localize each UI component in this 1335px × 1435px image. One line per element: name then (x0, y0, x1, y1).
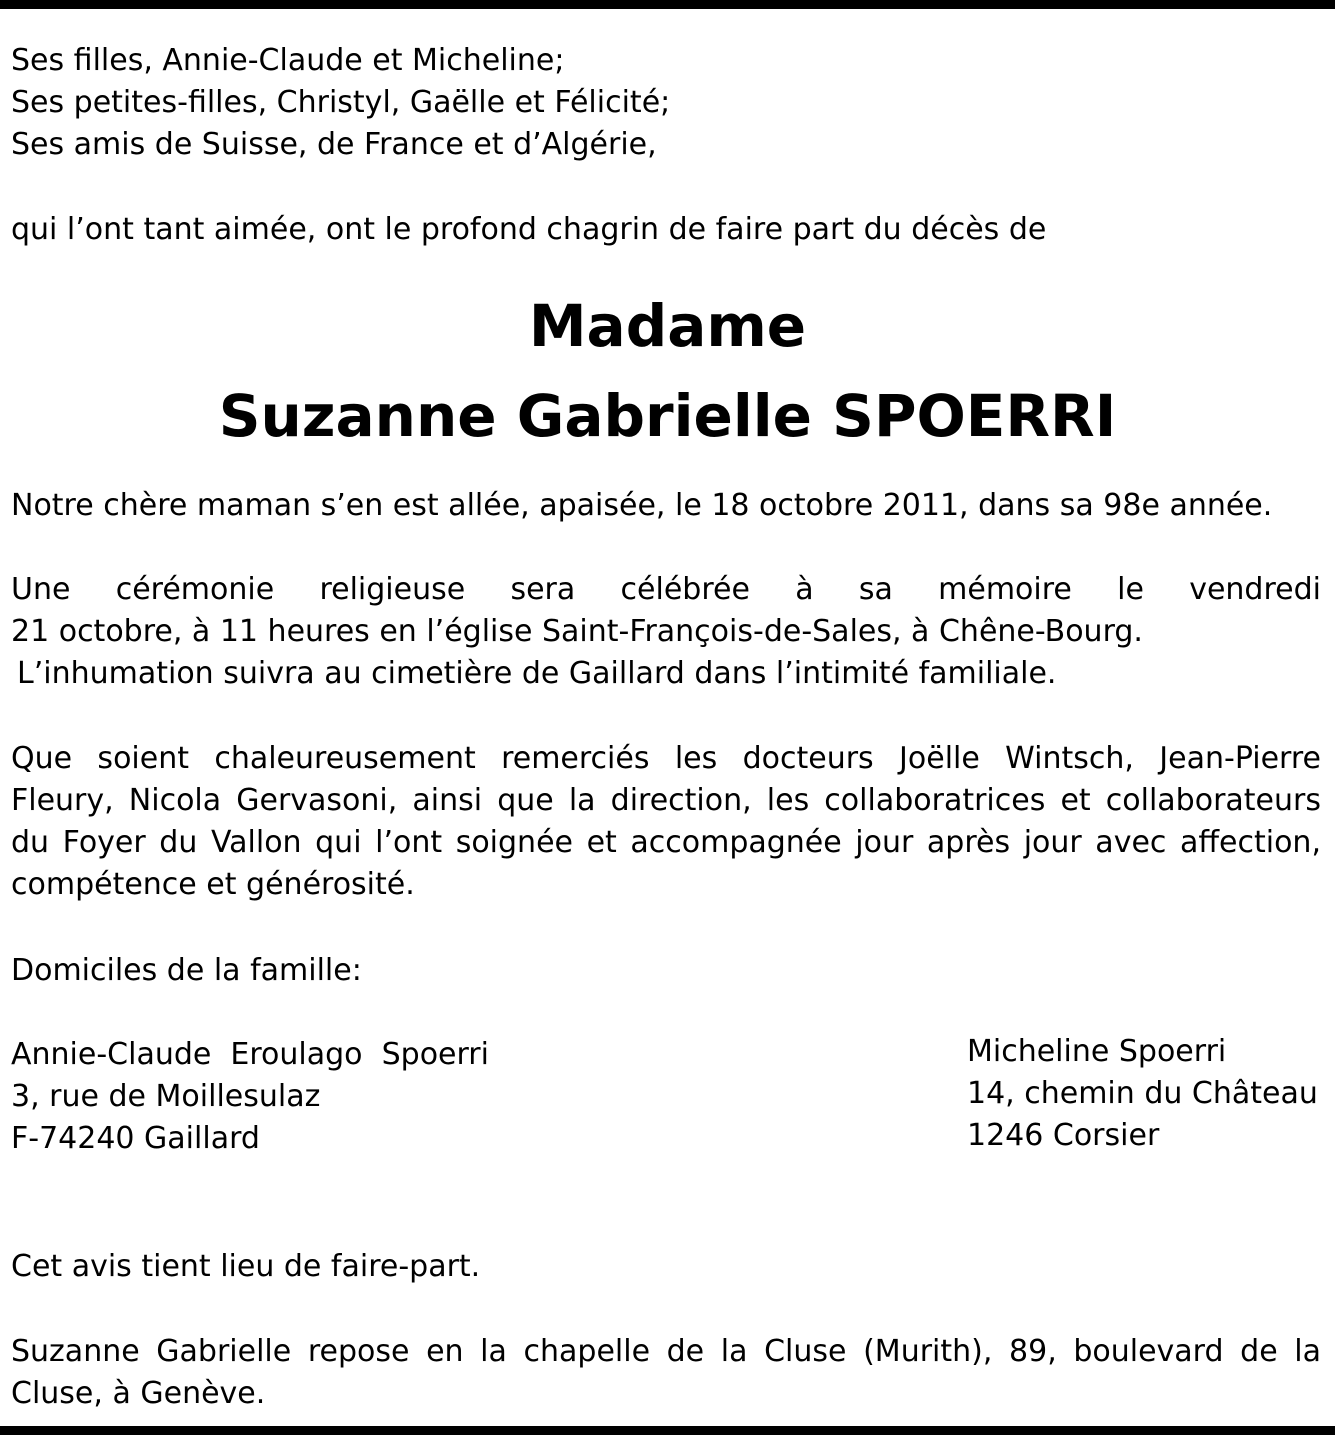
address-left-street: 3, rue de Moillesulaz (11, 1079, 321, 1114)
intro-line-daughters: Ses filles, Annie-Claude et Micheline; (11, 43, 565, 78)
repose-line-2: Cluse, à Genève. (11, 1376, 266, 1411)
thanks-line-2: Fleury, Nicola Gervasoni, ainsi que la direction, les collaboratrices et collaborateurs (11, 783, 1321, 818)
thanks-paragraph (11, 738, 1321, 906)
address-right-city: 1246 Corsier (967, 1118, 1160, 1153)
top-border-rule (0, 0, 1335, 9)
thanks-line-1: Que soient chaleureusement remerciés les docteurs Joëlle Wintsch, Jean-Pierre (11, 741, 1321, 776)
intro-line-friends: Ses amis de Suisse, de France et d’Algérie, (11, 127, 657, 162)
address-micheline (967, 1031, 1318, 1157)
domiciles-heading-text: Domiciles de la famille: (11, 953, 362, 988)
deceased-name-heading (0, 281, 1335, 461)
address-left-city: F-74240 Gaillard (11, 1121, 260, 1156)
address-annie-claude (11, 1034, 489, 1160)
ceremony-paragraph (11, 569, 1321, 695)
passing-paragraph (11, 485, 1321, 527)
notice-text (11, 1246, 1321, 1288)
ceremony-line-3: L’inhumation suivra au cimetière de Gaillard dans l’intimité familiale. (17, 656, 1057, 691)
intro-line-granddaughters: Ses petites-filles, Christyl, Gaëlle et Félicité; (11, 85, 671, 120)
deceased-full-name: Suzanne Gabrielle SPOERRI (218, 382, 1117, 450)
announcement-line: qui l’ont tant aimée, ont le profond chagrin de faire part du décès de (11, 212, 1047, 247)
repose-paragraph (11, 1331, 1321, 1415)
domiciles-heading (11, 950, 1321, 992)
repose-line-1: Suzanne Gabrielle repose en la chapelle de la Cluse (Murith), 89, boulevard de la (11, 1334, 1321, 1369)
address-left-name: Annie-Claude Eroulago Spoerri (11, 1037, 489, 1072)
deceased-title: Madame (528, 292, 807, 360)
thanks-line-4: compétence et générosité. (11, 867, 415, 902)
thanks-line-3: du Foyer du Vallon qui l’ont soignée et accompagnée jour après jour avec affection, (11, 825, 1321, 860)
bottom-border-rule (0, 1426, 1335, 1435)
notice-line: Cet avis tient lieu de faire-part. (11, 1249, 481, 1284)
ceremony-line-2: 21 octobre, à 11 heures en l’église Saint-François-de-Sales, à Chêne-Bourg. (11, 614, 1143, 649)
announcement-text (11, 209, 1321, 251)
family-intro (11, 40, 1321, 166)
passing-line: Notre chère maman s’en est allée, apaisée, le 18 octobre 2011, dans sa 98e année. (11, 488, 1273, 523)
address-right-name: Micheline Spoerri (967, 1034, 1227, 1069)
address-right-street: 14, chemin du Château (967, 1076, 1318, 1111)
ceremony-line-1: Une cérémonie religieuse sera célébrée à sa mémoire le vendredi (11, 572, 1321, 607)
